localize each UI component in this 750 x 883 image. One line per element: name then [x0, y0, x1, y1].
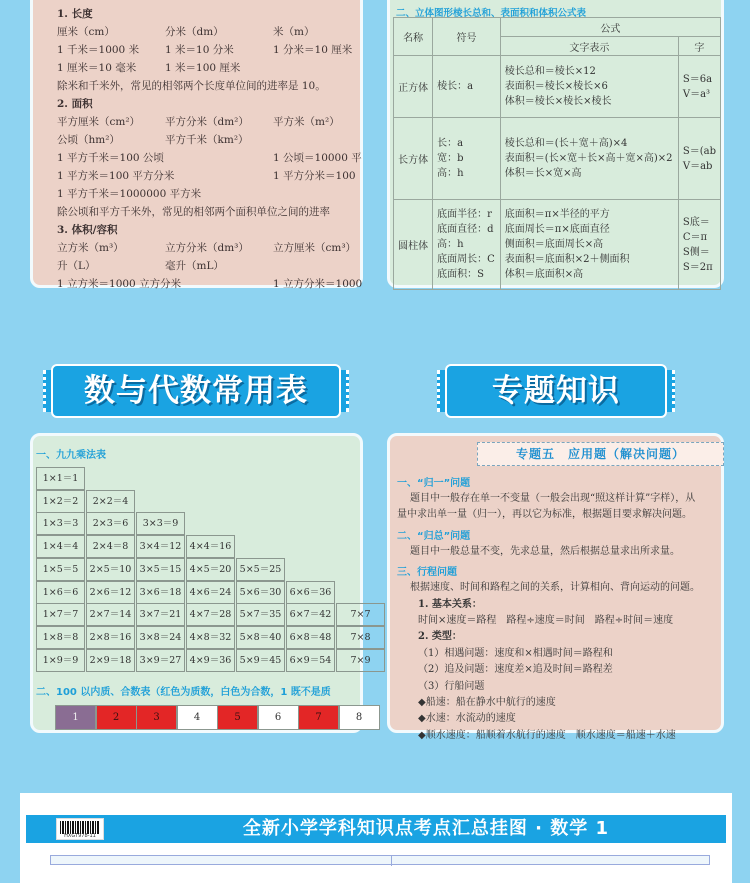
formula-symbols	[433, 56, 501, 118]
unit-row	[57, 257, 377, 275]
footer-title-bar	[26, 815, 726, 843]
unit-row	[57, 221, 377, 239]
formula-line: 体积＝底面积×高	[504, 269, 584, 280]
banner-numbers-algebra	[43, 364, 349, 418]
multiplication-cell: 3×4＝12	[136, 535, 185, 558]
section-line: 量中求出单一量（归一），再以它为标准，根据题目要求解决问题。	[397, 509, 692, 521]
unit-heading: 1. 长度	[57, 8, 93, 20]
formula-line: 棱长总和＝(长＋宽＋高)×4	[504, 138, 628, 149]
unit-row	[57, 77, 377, 95]
formula-symbols	[433, 118, 501, 200]
formula-line: 侧面积＝底面周长×高	[504, 239, 604, 250]
multiplication-cell: 2×3＝6	[86, 512, 135, 535]
number-cell: 1	[55, 705, 96, 730]
unit-text: 公顷（hm²）	[57, 134, 120, 146]
multiplication-cell: 3×5＝15	[136, 558, 185, 581]
formula-line: 底面直径：d	[437, 224, 494, 235]
barcode-icon	[56, 818, 104, 840]
unit-text: 米（m）	[273, 26, 315, 38]
unit-text: 平方厘米（cm²）	[57, 116, 141, 128]
header-formula: 公式	[500, 18, 720, 37]
multiplication-cell: 3×7＝21	[136, 603, 185, 626]
formula-line: S＝6a	[682, 73, 713, 85]
unit-row	[57, 5, 377, 23]
unit-text: 1 平方千米＝100 公顷	[57, 152, 164, 164]
multiplication-cell: 2×2＝4	[86, 490, 135, 513]
formula-line: 体积＝长×宽×高	[504, 168, 582, 179]
unit-row	[57, 41, 377, 59]
unit-row	[57, 275, 377, 293]
unit-heading: 3. 体积/容积	[57, 224, 118, 236]
topic-title: 专题五 应用题（解决问题）	[477, 442, 724, 466]
formula-letters	[678, 118, 720, 200]
multiplication-cell: 5×7＝35	[236, 603, 285, 626]
formula-line: 底面积：S	[437, 269, 485, 280]
unit-row	[57, 131, 377, 149]
formula-line: 底面周长：C	[437, 254, 495, 265]
multiplication-cell: 5×8＝40	[236, 626, 285, 649]
number-cell: 3	[136, 705, 177, 730]
multiplication-cell: 4×4＝16	[186, 535, 235, 558]
multiplication-cell: 3×6＝18	[136, 581, 185, 604]
section-line: ◆水速：水流动的速度	[418, 713, 516, 725]
multiplication-cell: 1×8＝8	[36, 626, 85, 649]
section-line: （2）追及问题：速度差×追及时间＝路程差	[418, 664, 613, 676]
formula-text	[500, 56, 678, 118]
multiplication-cell: 4×5＝20	[186, 558, 235, 581]
formula-line: S底＝	[682, 216, 710, 228]
unit-text: 1 平方分米＝100	[273, 170, 356, 182]
number-cell: 7	[298, 705, 339, 730]
section-line: 时间×速度＝路程 路程÷速度＝时间 路程÷时间＝速度	[418, 615, 674, 626]
formula-line: 体积＝棱长×棱长×棱长	[504, 96, 612, 107]
multiplication-cell: 1×6＝6	[36, 581, 85, 604]
footer-panel	[20, 793, 732, 883]
multiplication-cell: 1×5＝5	[36, 558, 85, 581]
formula-line: 表面积＝(长×宽＋长×高＋宽×高)×2	[504, 153, 673, 164]
section-heading: 三、行程问题	[397, 567, 457, 579]
section-line: ◆顺水速度：船顺着水航行的速度 顺水速度＝船速＋水速	[418, 729, 676, 741]
multiplication-cell: 1×1＝1	[36, 467, 85, 490]
number-cell: 8	[339, 705, 380, 730]
unit-text: 1 平方千米＝1000000 平方米	[57, 188, 202, 200]
card-multiplication	[30, 433, 371, 733]
multiplication-cell: 1×4＝4	[36, 535, 85, 558]
multiplication-cell: 2×9＝18	[86, 649, 135, 672]
banner-label: 专题知识	[492, 373, 620, 409]
formula-line: 棱长总和＝棱长×12	[504, 66, 596, 77]
formula-table	[393, 17, 721, 290]
number-cell: 6	[258, 705, 299, 730]
unit-text: 立方厘米（cm³）	[273, 242, 357, 254]
multiplication-cell: 5×9＝45	[236, 649, 285, 672]
primes-title: 二、100 以内质、合数表（红色为质数，白色为合数，1 既不是质	[36, 687, 331, 698]
formula-line: 表面积＝棱长×棱长×6	[504, 81, 608, 92]
formula-letters	[678, 56, 720, 118]
multiplication-cell: 6×7＝42	[286, 603, 335, 626]
unit-row	[57, 203, 377, 221]
unit-text: 1 厘米＝10 毫米	[57, 62, 137, 74]
multiplication-cell: 4×6＝24	[186, 581, 235, 604]
header-letter-form: 字	[678, 37, 720, 56]
formula-line: 底面周长＝π×底面直径	[504, 224, 610, 235]
multiplication-cell: 7×7	[336, 603, 385, 626]
formula-line: S＝(ab	[682, 145, 716, 157]
unit-text: 1 分米＝10 厘米	[273, 44, 353, 56]
unit-heading: 2. 面积	[57, 98, 93, 110]
formula-row	[394, 56, 721, 118]
formula-row	[394, 200, 721, 290]
unit-row	[57, 167, 377, 185]
unit-text: 1 米＝10 分米	[165, 44, 234, 56]
formula-line: 高：h	[437, 168, 464, 179]
number-cell: 2	[96, 705, 137, 730]
formula-line: 高：h	[437, 239, 464, 250]
formula-line: C＝π	[682, 231, 708, 243]
unit-text: 1 平方米＝100 平方分米	[57, 170, 175, 182]
section-heading: 一、“归一”问题	[397, 478, 471, 489]
solid-name: 圆柱体	[394, 200, 433, 290]
card-word-problems	[387, 433, 724, 741]
unit-text: 毫升（mL）	[165, 260, 224, 272]
multiplication-cell: 2×4＝8	[86, 535, 135, 558]
header-symbol: 符号	[433, 18, 501, 56]
multiplication-cell: 4×7＝28	[186, 603, 235, 626]
formula-line: S＝2π	[682, 261, 713, 273]
unit-text: 除米和千米外，常见的相邻两个长度单位间的进率是 10。	[57, 80, 326, 92]
section-line: ◆船速：船在静水中航行的速度	[418, 697, 556, 708]
multiplication-cell: 3×3＝9	[136, 512, 185, 535]
multiplication-cell: 2×8＝16	[86, 626, 135, 649]
formula-line: S侧＝	[682, 246, 710, 258]
multiplication-cell: 7×8	[336, 626, 385, 649]
multiplication-cell: 3×9＝27	[136, 649, 185, 672]
unit-text: 分米（dm）	[165, 26, 224, 38]
barcode-text: HXGT978-11	[64, 833, 96, 839]
formula-symbols	[433, 200, 501, 290]
section-line: 题目中一般存在单一不变量（一般会出现“照这样计算”字样），从	[410, 493, 696, 504]
footer-title: 全新小学学科知识点考点汇总挂图 · 数学 1	[242, 818, 610, 839]
section-title: 二、立体图形棱长总和、表面积和体积公式表	[396, 8, 587, 19]
header-name: 名称	[394, 18, 433, 56]
unit-row	[57, 113, 377, 131]
section-title: 一、九九乘法表	[36, 450, 106, 461]
formula-line: 长：a	[437, 138, 464, 149]
header-text-form: 文字表示	[500, 37, 678, 56]
unit-text: 平方千米（km²）	[165, 134, 249, 146]
unit-row	[57, 185, 377, 203]
banner-topics	[437, 364, 675, 418]
unit-text: 除公顷和平方千米外，常见的相邻两个面积单位之间的进率	[57, 206, 330, 218]
formula-text	[500, 200, 678, 290]
formula-line: V＝ab	[682, 160, 713, 172]
unit-text: 1 千米＝1000 米	[57, 44, 140, 56]
multiplication-cell: 5×5＝25	[236, 558, 285, 581]
section-line: 2. 类型：	[418, 631, 462, 643]
unit-row	[57, 95, 377, 113]
unit-text: 立方分米（dm³）	[165, 242, 249, 254]
multiplication-cell: 1×3＝3	[36, 512, 85, 535]
solid-name: 长方体	[394, 118, 433, 200]
multiplication-cell: 7×9	[336, 649, 385, 672]
multiplication-cell: 2×5＝10	[86, 558, 135, 581]
formula-line: 棱长：a	[437, 81, 474, 92]
section-line: 根据速度、时间和路程之间的关系，计算相向、背向运动的问题。	[410, 582, 700, 594]
unit-text: 平方米（m²）	[273, 116, 340, 128]
multiplication-cell: 2×7＝14	[86, 603, 135, 626]
formula-line: 底面半径：r	[437, 209, 492, 220]
banner-label: 数与代数常用表	[84, 373, 308, 409]
unit-text: 1 立方米＝1000 立方分米	[57, 278, 182, 290]
footer-strip	[50, 855, 710, 865]
section-heading: 二、“归总”问题	[397, 530, 471, 542]
multiplication-cell: 3×8＝24	[136, 626, 185, 649]
unit-text: 1 公顷＝10000 平	[273, 152, 362, 164]
formula-line: 底面积＝π×半径的平方	[504, 209, 610, 220]
multiplication-cell: 6×8＝48	[286, 626, 335, 649]
formula-line: 表面积＝底面积×2＋侧面积	[504, 254, 630, 265]
section-line: 1. 基本关系：	[418, 598, 482, 610]
multiplication-cell: 2×6＝12	[86, 581, 135, 604]
unit-text: 升（L）	[57, 260, 96, 272]
formula-line: 宽：b	[437, 153, 464, 164]
unit-text: 1 立方分米＝1000	[273, 278, 363, 290]
unit-text: 立方米（m³）	[57, 242, 124, 254]
multiplication-cell: 1×2＝2	[36, 490, 85, 513]
multiplication-cell: 1×9＝9	[36, 649, 85, 672]
multiplication-cell: 6×9＝54	[286, 649, 335, 672]
unit-row	[57, 23, 377, 41]
number-cell: 4	[177, 705, 218, 730]
section-line: （3）行船问题	[418, 680, 485, 692]
section-line: （1）相遇问题：速度和×相遇时间＝路程和	[418, 647, 613, 659]
multiplication-cell: 5×6＝30	[236, 581, 285, 604]
unit-row	[57, 149, 377, 167]
formula-row	[394, 118, 721, 200]
unit-text: 厘米（cm）	[57, 26, 115, 38]
number-cell: 5	[217, 705, 258, 730]
formula-text	[500, 118, 678, 200]
unit-text: 1 米＝100 厘米	[165, 62, 241, 74]
solid-name: 正方体	[394, 56, 433, 118]
formula-letters	[678, 200, 720, 290]
unit-row	[57, 239, 377, 257]
section-line: 题目中一般总量不变，先求总量，然后根据总量求出所求量。	[410, 545, 680, 557]
unit-row	[57, 59, 377, 77]
multiplication-cell: 4×8＝32	[186, 626, 235, 649]
unit-text: 平方分米（dm²）	[165, 116, 249, 128]
multiplication-cell: 4×9＝36	[186, 649, 235, 672]
formula-line: V＝a³	[682, 88, 711, 100]
multiplication-cell: 6×6＝36	[286, 581, 335, 604]
multiplication-cell: 1×7＝7	[36, 603, 85, 626]
card-solid-formulas	[387, 0, 724, 288]
card-length-area-volume	[30, 0, 363, 288]
